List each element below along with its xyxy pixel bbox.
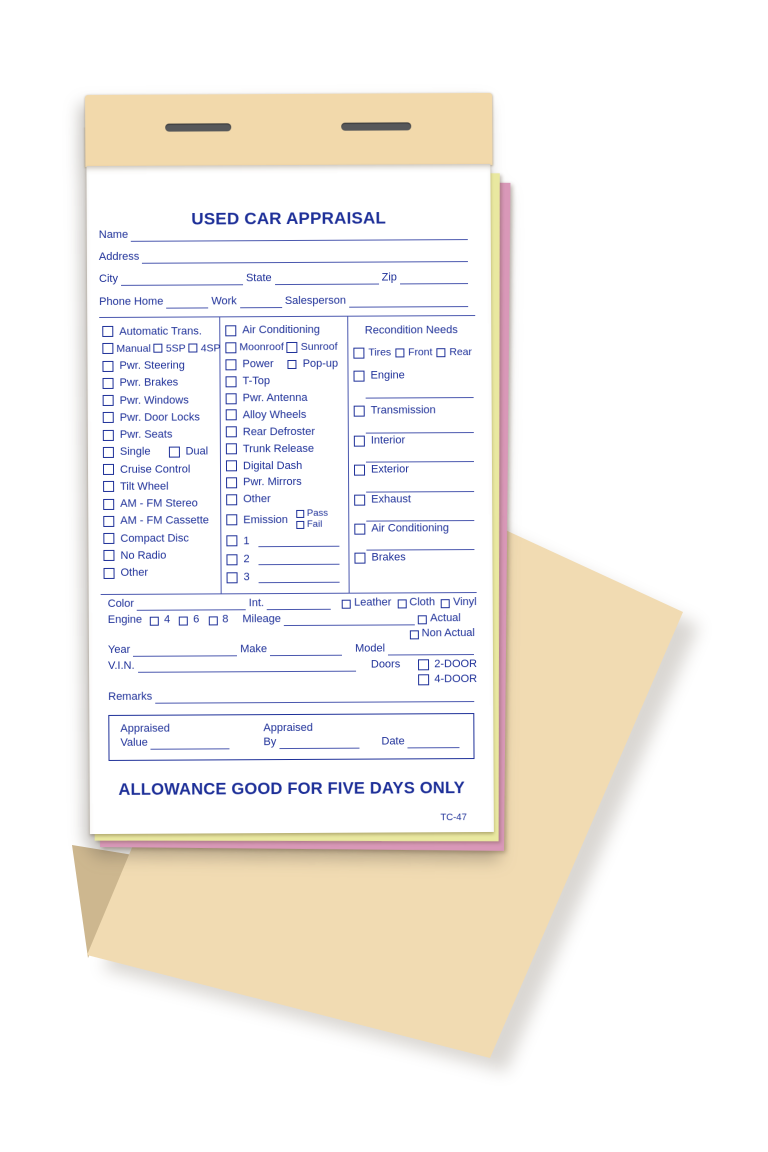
label-other-col1: Other [120, 566, 149, 580]
pad-backing [85, 93, 492, 167]
recondition-engine-row [353, 369, 404, 381]
option-row [226, 406, 345, 424]
binding-slot-right [341, 122, 411, 130]
date-input-line [408, 737, 460, 748]
option-row [226, 550, 345, 569]
make-input-line [270, 645, 342, 656]
option-row [226, 457, 345, 475]
option-row [102, 322, 218, 340]
label-am-fm-cassette: AM - FM Cassette [120, 514, 209, 528]
checkbox-am-fm-cassette[interactable] [103, 516, 114, 527]
checkbox-compact-disc[interactable] [103, 533, 114, 544]
checkbox-pwr-steering[interactable] [102, 361, 113, 372]
checkbox-automatic-trans[interactable] [102, 326, 113, 337]
vin-label: V.I.N. [108, 659, 135, 672]
label-6-cyl: 6 [193, 613, 200, 626]
engine-label: Engine [107, 613, 143, 626]
year-make-model-row [108, 641, 477, 657]
checkbox-cruise-control[interactable] [103, 464, 114, 475]
option-row [103, 478, 219, 496]
option-row [103, 495, 219, 513]
label-t-top: T-Top [242, 375, 271, 388]
checkbox-transmission[interactable] [354, 405, 365, 416]
recondition-transmission-row [354, 404, 436, 416]
checkbox-pop-up[interactable] [288, 360, 297, 369]
checkbox-pwr-windows[interactable] [103, 395, 114, 406]
label-no-radio: No Radio [120, 549, 167, 562]
work-label: Work [211, 295, 237, 308]
form-code: TC-47 [440, 812, 467, 824]
checkbox-tires[interactable] [353, 348, 364, 359]
option-row [103, 547, 219, 565]
make-label: Make [240, 643, 268, 656]
label-pwr-brakes: Pwr. Brakes [119, 376, 179, 390]
checkbox-am-fm-stereo[interactable] [103, 499, 114, 510]
page-title: USED CAR APPRAISAL [191, 208, 387, 229]
label-engine: Engine [370, 369, 405, 382]
checkbox-pass[interactable] [296, 510, 304, 518]
checkbox-leather[interactable] [342, 600, 351, 609]
address-label: Address [98, 250, 140, 264]
label-extra-1: 1 [243, 535, 250, 548]
label-extra-3: 3 [243, 571, 250, 584]
color-int-row [108, 595, 477, 611]
checkbox-other-col2[interactable] [226, 494, 237, 505]
four-door-row [108, 672, 477, 688]
checkbox-no-radio[interactable] [103, 550, 114, 561]
recondition-exhaust-row [354, 493, 411, 505]
checkbox-t-top[interactable] [226, 376, 237, 387]
checkbox-tilt-wheel[interactable] [103, 481, 114, 492]
city-label: City [98, 272, 118, 285]
checkbox-extra-2[interactable] [226, 554, 237, 565]
checkbox-other-col1[interactable] [104, 568, 115, 579]
color-label: Color [107, 597, 135, 610]
column-divider [347, 317, 349, 593]
option-row [103, 460, 219, 478]
recondition-interior-row [354, 434, 405, 446]
color-input-line [137, 599, 246, 611]
recondition-heading: Recondition Needs [364, 324, 458, 337]
label-pwr-seats: Pwr. Seats [119, 428, 173, 442]
label-non-actual: Non Actual [421, 627, 475, 640]
recondition-write-line [366, 491, 474, 493]
label-compact-disc: Compact Disc [120, 532, 189, 545]
checkbox-4sp[interactable] [189, 344, 198, 353]
label-transmission: Transmission [370, 404, 436, 417]
state-label: State [245, 272, 272, 285]
checkbox-4-door[interactable] [418, 674, 429, 685]
label-pwr-mirrors: Pwr. Mirrors [243, 476, 302, 489]
label-interior: Interior [370, 434, 406, 447]
checkbox-digital-dash[interactable] [226, 460, 237, 471]
checkbox-8-cyl[interactable] [208, 616, 217, 625]
label-automatic-trans: Automatic Trans. [119, 325, 202, 338]
option-row [103, 409, 219, 427]
extra-3-input-line [259, 572, 340, 583]
label-4-cyl: 4 [164, 613, 171, 626]
label-air-conditioning: Air Conditioning [242, 324, 320, 337]
checkbox-pwr-mirrors[interactable] [226, 477, 237, 488]
city-state-zip-row [99, 270, 471, 286]
checkbox-trunk-release[interactable] [226, 443, 237, 454]
phone-home-label: Phone Home [99, 295, 164, 308]
option-row [226, 491, 345, 509]
label-pwr-windows: Pwr. Windows [119, 394, 189, 407]
name-row [99, 226, 471, 242]
label-pass: Pass [306, 508, 329, 520]
checkbox-interior[interactable] [354, 435, 365, 446]
option-row [102, 357, 218, 375]
option-row [227, 568, 346, 587]
mileage-label: Mileage [242, 613, 281, 626]
option-row [226, 532, 345, 551]
option-row [226, 372, 345, 390]
checkbox-5sp[interactable] [154, 344, 163, 353]
checkbox-2-door[interactable] [418, 659, 429, 670]
label-moonroof: Moonroof [239, 341, 284, 354]
label-recondition-air-conditioning: Air Conditioning [371, 522, 450, 535]
recondition-write-line [366, 549, 474, 551]
label-extra-2: 2 [243, 553, 250, 566]
checkbox-single[interactable] [103, 447, 114, 458]
checkbox-extra-3[interactable] [227, 572, 238, 583]
option-row [225, 355, 344, 373]
options-column-1 [102, 322, 219, 581]
checkbox-manual[interactable] [102, 343, 113, 354]
label-alloy-wheels: Alloy Wheels [242, 408, 307, 422]
option-row [103, 391, 219, 409]
remarks-input-line [155, 691, 474, 704]
appraisal-form-pad [85, 93, 496, 843]
checkbox-rear-defroster[interactable] [226, 427, 237, 438]
by-label: By [263, 736, 277, 749]
option-row [103, 529, 219, 547]
option-row [103, 374, 219, 392]
non-actual-row [108, 626, 477, 642]
appraised-by-input-line [279, 738, 359, 749]
address-row [99, 248, 471, 264]
checkbox-pwr-seats[interactable] [103, 430, 114, 441]
binding-slot-left [165, 123, 231, 131]
extra-1-input-line [258, 536, 339, 547]
appraised-value-input-line [151, 738, 230, 749]
checkbox-pwr-antenna[interactable] [226, 393, 237, 404]
option-row [226, 440, 345, 458]
checkbox-actual[interactable] [418, 615, 427, 624]
label-other-col2: Other [243, 493, 271, 506]
int-label: Int. [248, 597, 265, 610]
recondition-write-line [366, 461, 474, 463]
recondition-brakes-row [354, 551, 405, 563]
checkbox-exterior[interactable] [354, 464, 365, 475]
checkbox-cloth[interactable] [397, 599, 406, 608]
label-tires: Tires [368, 347, 392, 359]
appraised-label: Appraised [120, 722, 170, 735]
doors-label: Doors [370, 658, 401, 671]
recondition-tires-row [353, 347, 472, 359]
label-fail: Fail [306, 519, 323, 531]
allowance-note: ALLOWANCE GOOD FOR FIVE DAYS ONLY [118, 779, 465, 799]
options-column-2 [225, 322, 345, 587]
recondition-exterior-row [354, 463, 409, 475]
label-2-door: 2-DOOR [434, 658, 478, 671]
option-row [225, 339, 344, 357]
label-5sp: 5SP [165, 342, 186, 355]
checkbox-sunroof[interactable] [287, 342, 298, 353]
checkbox-moonroof[interactable] [225, 342, 236, 353]
label-vinyl: Vinyl [453, 596, 477, 609]
label-pwr-door-locks: Pwr. Door Locks [119, 411, 200, 424]
date-group [381, 734, 462, 748]
options-grid [99, 315, 476, 595]
extra-2-input-line [259, 554, 340, 565]
label-dual: Dual [185, 445, 209, 458]
salesperson-input-line [349, 296, 468, 308]
mileage-input-line [284, 614, 415, 626]
option-row [226, 389, 345, 407]
label-brakes: Brakes [371, 551, 406, 564]
zip-input-line [400, 273, 468, 284]
model-input-line [388, 644, 474, 655]
checkbox-pwr-door-locks[interactable] [103, 412, 114, 423]
salesperson-label: Salesperson [284, 294, 346, 308]
checkbox-tires-rear[interactable] [436, 348, 445, 357]
label-8-cyl: 8 [222, 613, 229, 626]
recondition-air-conditioning-row [354, 522, 449, 534]
appraised-value-group [120, 721, 232, 750]
work-input-line [240, 297, 282, 308]
int-input-line [267, 599, 331, 610]
label-cloth: Cloth [409, 596, 436, 609]
label-digital-dash: Digital Dash [242, 459, 303, 472]
phone-row [99, 293, 471, 309]
label-single: Single [119, 446, 151, 459]
form-top-sheet [86, 164, 493, 834]
checkbox-fail[interactable] [296, 521, 304, 529]
label-exhaust: Exhaust [371, 493, 411, 506]
model-label: Model [355, 642, 386, 655]
label-front: Front [408, 347, 433, 359]
checkbox-brakes[interactable] [354, 552, 365, 563]
label-pwr-antenna: Pwr. Antenna [242, 391, 308, 405]
checkbox-dual[interactable] [168, 446, 179, 457]
checkbox-alloy-wheels[interactable] [226, 410, 237, 421]
checkbox-engine[interactable] [353, 370, 364, 381]
label-tilt-wheel: Tilt Wheel [120, 480, 169, 493]
label-rear: Rear [449, 347, 472, 359]
recondition-write-line [366, 397, 474, 399]
state-input-line [275, 274, 379, 286]
appraised-label: Appraised [263, 721, 313, 735]
checkbox-pwr-brakes[interactable] [103, 378, 114, 389]
engine-mileage-row [108, 611, 477, 627]
checkbox-4-cyl[interactable] [150, 617, 159, 626]
name-label: Name [98, 228, 129, 242]
option-row [226, 423, 345, 441]
recondition-write-line [366, 432, 474, 434]
name-input-line [131, 229, 468, 242]
label-exterior: Exterior [370, 463, 409, 476]
address-input-line [142, 251, 468, 264]
year-input-line [133, 645, 237, 657]
label-power: Power [242, 358, 274, 371]
checkbox-power[interactable] [225, 359, 236, 370]
appraisal-box [108, 713, 474, 761]
option-row [103, 443, 219, 461]
phone-home-input-line [166, 297, 208, 308]
value-label: Value [120, 736, 148, 749]
option-row [104, 564, 220, 582]
vin-input-line [138, 661, 356, 673]
checkbox-emission[interactable] [226, 515, 237, 526]
vin-doors-row [108, 657, 477, 673]
checkbox-exhaust[interactable] [354, 494, 365, 505]
label-sunroof: Sunroof [300, 341, 338, 354]
option-row [226, 474, 345, 492]
label-4-door: 4-DOOR [434, 673, 478, 686]
label-emission: Emission [243, 513, 288, 527]
label-rear-defroster: Rear Defroster [242, 425, 315, 439]
label-trunk-release: Trunk Release [242, 442, 315, 455]
checkbox-6-cyl[interactable] [179, 617, 188, 626]
emission-pass-fail [296, 509, 328, 530]
city-input-line [121, 274, 243, 286]
label-actual: Actual [430, 612, 461, 625]
option-row [102, 340, 221, 358]
option-row [103, 426, 219, 444]
label-manual: Manual [116, 342, 151, 355]
column-divider [219, 317, 221, 593]
label-am-fm-stereo: AM - FM Stereo [120, 497, 198, 511]
option-row [225, 322, 344, 340]
zip-label: Zip [381, 271, 397, 284]
remarks-label: Remarks [108, 690, 153, 703]
checkbox-recondition-air-conditioning[interactable] [354, 523, 365, 534]
date-label: Date [381, 735, 405, 748]
checkbox-vinyl[interactable] [441, 599, 450, 608]
label-pwr-steering: Pwr. Steering [119, 359, 185, 373]
label-pop-up: Pop-up [302, 357, 339, 371]
label-4sp: 4SP [200, 342, 221, 355]
checkbox-non-actual[interactable] [410, 630, 419, 639]
checkbox-tires-front[interactable] [395, 348, 404, 357]
option-row [103, 512, 219, 530]
option-row [226, 508, 345, 533]
appraised-by-group [263, 721, 362, 750]
label-leather: Leather [354, 596, 392, 609]
year-label: Year [107, 643, 131, 656]
remarks-row [108, 688, 477, 704]
checkbox-air-conditioning[interactable] [225, 325, 236, 336]
checkbox-extra-1[interactable] [226, 536, 237, 547]
label-cruise-control: Cruise Control [119, 463, 191, 476]
